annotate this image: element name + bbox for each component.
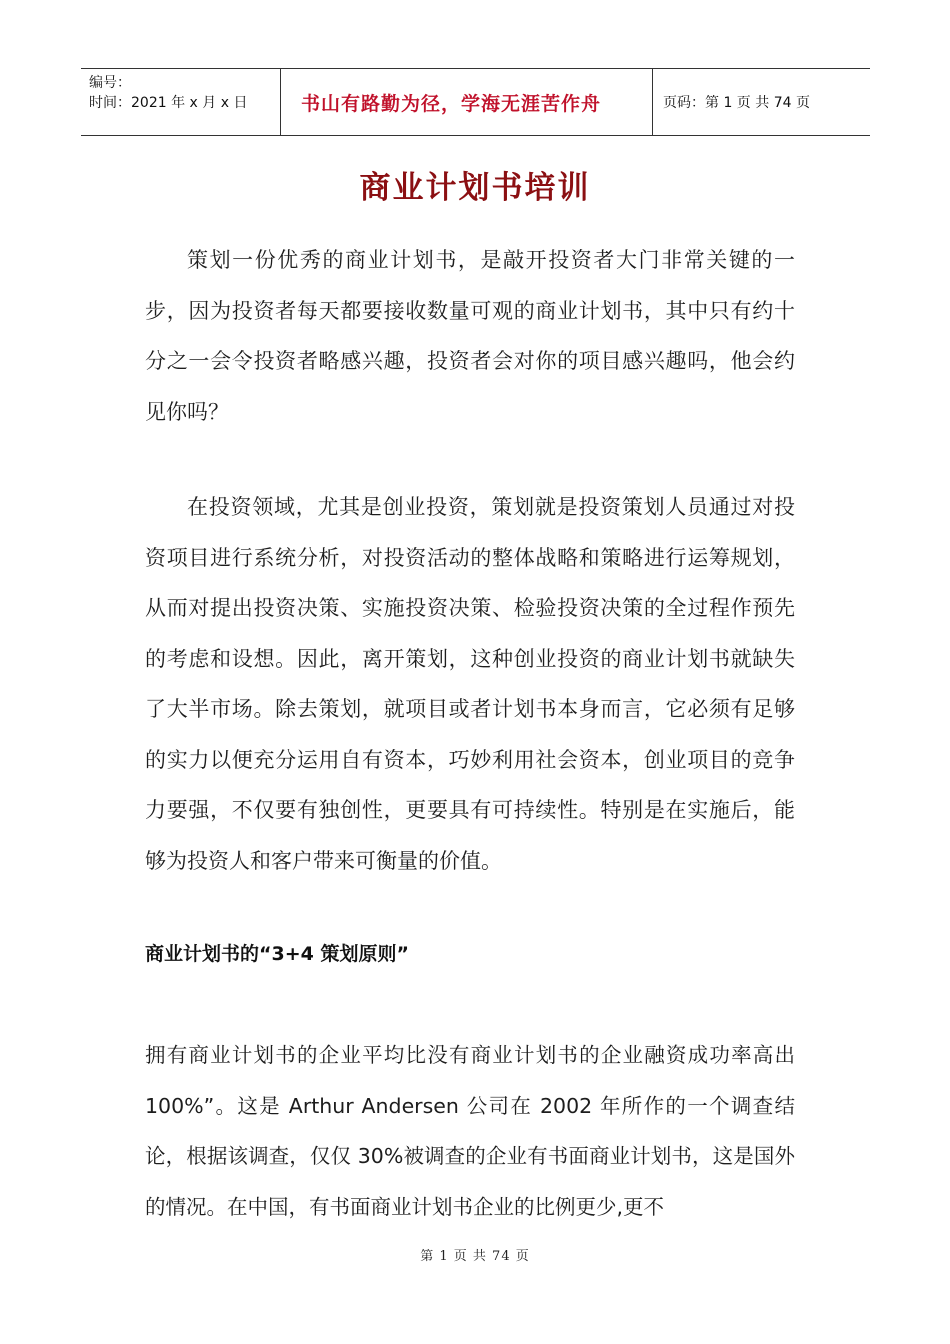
header-motto: 书山有路勤为径，学海无涯苦作舟 (281, 69, 653, 135)
document-number-label: 编号： (89, 75, 131, 91)
header-page-info: 页码：第 1 页 共 74 页 (663, 95, 810, 111)
document-header (81, 68, 870, 136)
document-date: 时间：2021 年 x 月 x 日 (89, 95, 248, 111)
header-meta (81, 69, 281, 135)
survey-paragraph: 拥有商业计划书的企业平均比没有商业计划书的企业融资成功率高出 100%”。这是 Arthur Andersen 公司在 2002 年所作的一个调查结论，根据该调查，仅仅 30%被调查的企业有书面商业计划书，这是国外的情况。在中国，有书面商业计划书企业的比例更少,更不 (145, 1043, 795, 1219)
document-title: 商业计划书培训 (359, 170, 591, 206)
page-footer: 第 1 页 共 74 页 (420, 1249, 530, 1264)
planning-paragraph: 在投资领域，尤其是创业投资，策划就是投资策划人员通过对投资项目进行系统分析，对投资活动的整体战略和策略进行运筹规划，从而对提出投资决策、实施投资决策、检验投资决策的全过程作预先的考虑和设想。因此，离开策划，这种创业投资的商业计划书就缺失了大半市场。除去策划，就项目或者计划书本身而言，它必须有足够的实力以便充分运用自有资本，巧妙利用社会资本，创业项目的竞争力要强，不仅要有独创性，更要具有可持续性。特别是在实施后，能够为投资人和客户带来可衡量的价值。 (145, 495, 795, 873)
section-heading: 商业计划书的“3+4 策划原则” (145, 943, 409, 965)
intro-paragraph: 策划一份优秀的商业计划书，是敲开投资者大门非常关键的一步，因为投资者每天都要接收数量可观的商业计划书，其中只有约十分之一会令投资者略感兴趣，投资者会对你的项目感兴趣吗，他会约见你吗？ (145, 248, 795, 424)
